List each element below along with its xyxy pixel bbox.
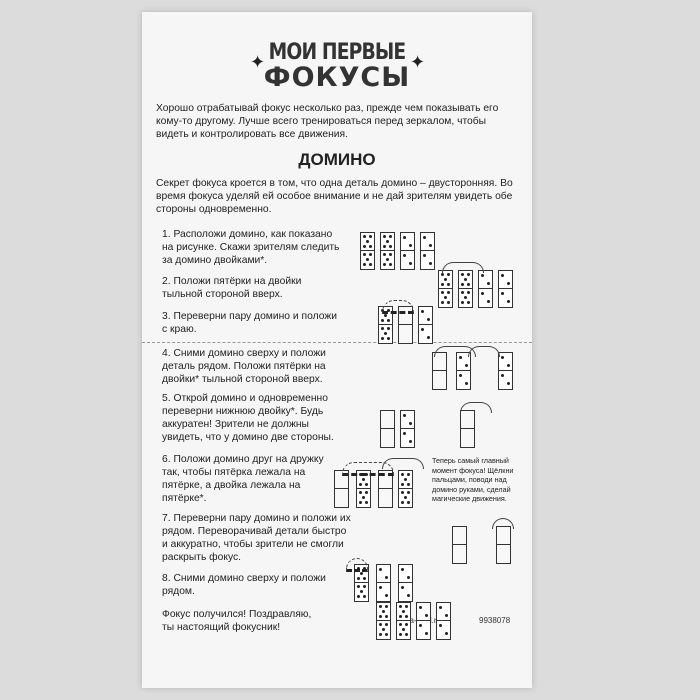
domino-pip bbox=[399, 623, 402, 626]
instruction-sheet bbox=[142, 12, 532, 688]
page-title: ДОМИНО bbox=[298, 150, 376, 169]
arrow-icon bbox=[460, 402, 492, 413]
domino-pip bbox=[419, 606, 422, 609]
domino-pip bbox=[427, 318, 430, 321]
domino-pip bbox=[383, 253, 386, 256]
domino-pip bbox=[379, 586, 382, 589]
domino-pip bbox=[507, 282, 510, 285]
domino-pip bbox=[379, 615, 382, 618]
domino-pip bbox=[357, 577, 360, 580]
domino-pip bbox=[401, 473, 404, 476]
domino-pip bbox=[399, 633, 402, 636]
domino-pip bbox=[507, 382, 510, 385]
domino-pip bbox=[366, 258, 369, 261]
domino-pip bbox=[487, 282, 490, 285]
domino-pip bbox=[421, 328, 424, 331]
domino-pip bbox=[385, 605, 388, 608]
domino-tile bbox=[432, 352, 447, 390]
domino-tile bbox=[460, 410, 475, 448]
domino-tile bbox=[498, 352, 513, 390]
domino-pip bbox=[385, 576, 388, 579]
domino-pip bbox=[467, 283, 470, 286]
domino-pip bbox=[423, 236, 426, 239]
step-6: 6. Положи домино друг на дружку так, чтобы пятёрка лежала на пятёрке, а двойка лежала на пятёрке*. bbox=[162, 454, 324, 504]
secret-text: Секрет фокуса кроется в том, что одна деталь домино – двусторонняя. Во время фокуса уделяй ей особое внимание и не дай зрителям увидеть обе стороны одновременно. bbox=[156, 178, 513, 215]
arrow-icon bbox=[382, 300, 414, 314]
intro-text: Хорошо отрабатывай фокус несколько раз, прежде чем показывать его кому-то другому. Лучше всего тренироваться перед зеркалом, чтобы видеть и контролировать все движения. bbox=[156, 103, 499, 140]
domino-tile bbox=[498, 270, 513, 308]
domino-pip bbox=[439, 606, 442, 609]
domino-pip bbox=[403, 432, 406, 435]
domino-pip bbox=[369, 245, 372, 248]
domino-pip bbox=[467, 273, 470, 276]
domino-pip bbox=[461, 301, 464, 304]
domino-pip bbox=[445, 632, 448, 635]
step-1: 1. Расположи домино, как показано на рисунке. Скажи зрителям следить за домино двойками*. bbox=[162, 229, 340, 266]
domino-pip bbox=[409, 422, 412, 425]
domino-pip bbox=[359, 501, 362, 504]
domino-pip bbox=[363, 235, 366, 238]
domino-pip bbox=[385, 594, 388, 597]
domino-pip bbox=[407, 483, 410, 486]
domino-pip bbox=[459, 374, 462, 377]
domino-pip bbox=[369, 235, 372, 238]
step-2: 2. Положи пятёрки на двойки тыльной стороной вверх. bbox=[162, 276, 302, 300]
domino-pip bbox=[384, 332, 387, 335]
step-7: 7. Переверни пару домино и положи их рядом. Переворачивай детали быстро и аккуратно, чтобы зрители не смогли раскрыть фокус. bbox=[162, 513, 351, 563]
domino-pip bbox=[381, 337, 384, 340]
logo bbox=[142, 42, 532, 91]
domino-pip bbox=[369, 263, 372, 266]
domino-pip bbox=[404, 496, 407, 499]
fold-line bbox=[142, 342, 532, 343]
domino-tile bbox=[478, 270, 493, 308]
arrow-icon bbox=[442, 262, 484, 273]
domino-pip bbox=[441, 301, 444, 304]
domino-tile bbox=[376, 564, 391, 602]
arrow-icon bbox=[492, 518, 514, 529]
domino-pip bbox=[385, 633, 388, 636]
domino-pip bbox=[507, 300, 510, 303]
step-4: 4. Сними домино сверху и положи деталь рядом. Положи пятёрки на двойки* тыльной стороной вверх. bbox=[162, 348, 326, 385]
domino-pip bbox=[464, 278, 467, 281]
domino-pip bbox=[461, 283, 464, 286]
domino-pip bbox=[441, 291, 444, 294]
domino-tile bbox=[418, 306, 433, 344]
domino-pip bbox=[421, 310, 424, 313]
domino-pip bbox=[407, 491, 410, 494]
step-5: 5. Открой домино и одновременно переверни нижнюю двойку*. Будь аккуратен! Зрители не должны увидеть, что у домино две стороны. bbox=[162, 393, 334, 443]
domino-pip bbox=[379, 568, 382, 571]
domino-pip bbox=[401, 483, 404, 486]
domino-pip bbox=[425, 632, 428, 635]
domino-pip bbox=[501, 292, 504, 295]
domino-pip bbox=[461, 291, 464, 294]
domino-pip bbox=[407, 501, 410, 504]
domino-pip bbox=[409, 262, 412, 265]
domino-pip bbox=[403, 236, 406, 239]
domino-tile bbox=[380, 232, 395, 270]
domino-pip bbox=[447, 291, 450, 294]
domino-pip bbox=[382, 610, 385, 613]
domino-pip bbox=[399, 615, 402, 618]
domino-pip bbox=[399, 605, 402, 608]
domino-pip bbox=[379, 633, 382, 636]
domino-pip bbox=[359, 483, 362, 486]
domino-pip bbox=[427, 336, 430, 339]
domino-pip bbox=[423, 254, 426, 257]
domino-pip bbox=[441, 273, 444, 276]
domino-pip bbox=[357, 595, 360, 598]
domino-pip bbox=[365, 491, 368, 494]
domino-pip bbox=[387, 337, 390, 340]
domino-pip bbox=[464, 296, 467, 299]
domino-tile bbox=[458, 270, 473, 308]
domino-pip bbox=[379, 623, 382, 626]
domino-pip bbox=[385, 623, 388, 626]
domino-pip bbox=[405, 615, 408, 618]
finale-text: Фокус получился! Поздравляю, ты настоящий фокусник! bbox=[162, 609, 312, 633]
domino-pip bbox=[362, 496, 365, 499]
domino-pip bbox=[429, 262, 432, 265]
domino-pip bbox=[467, 291, 470, 294]
domino-pip bbox=[401, 568, 404, 571]
domino-pip bbox=[386, 258, 389, 261]
domino-pip bbox=[363, 585, 366, 588]
domino-pip bbox=[401, 491, 404, 494]
domino-pip bbox=[363, 595, 366, 598]
domino-pip bbox=[447, 273, 450, 276]
domino-pip bbox=[402, 610, 405, 613]
domino-pip bbox=[444, 278, 447, 281]
domino-pip bbox=[389, 263, 392, 266]
domino-pip bbox=[379, 605, 382, 608]
domino-pip bbox=[405, 605, 408, 608]
article-code: 9938078 bbox=[479, 616, 511, 625]
domino-pip bbox=[465, 382, 468, 385]
domino-pip bbox=[467, 301, 470, 304]
domino-tile bbox=[398, 564, 413, 602]
domino-pip bbox=[447, 283, 450, 286]
domino-pip bbox=[501, 274, 504, 277]
arrow-icon bbox=[382, 458, 424, 469]
logo-line-2: ФОКУСЫ bbox=[263, 62, 411, 93]
domino-pip bbox=[402, 628, 405, 631]
domino-pip bbox=[387, 319, 390, 322]
domino-pip bbox=[419, 624, 422, 627]
domino-pip bbox=[360, 572, 363, 575]
domino-tile bbox=[398, 470, 413, 508]
sparkle-icon-right: ✦ bbox=[410, 52, 426, 72]
domino-tile bbox=[400, 232, 415, 270]
domino-pip bbox=[405, 633, 408, 636]
domino-pip bbox=[403, 414, 406, 417]
sparkle-icon-left: ✦ bbox=[250, 52, 266, 72]
domino-pip bbox=[362, 478, 365, 481]
domino-pip bbox=[360, 590, 363, 593]
domino-tile bbox=[360, 232, 375, 270]
domino-pip bbox=[357, 585, 360, 588]
domino-pip bbox=[501, 374, 504, 377]
domino-pip bbox=[507, 364, 510, 367]
domino-pip bbox=[389, 245, 392, 248]
domino-pip bbox=[501, 356, 504, 359]
domino-tile bbox=[396, 602, 411, 640]
domino-pip bbox=[387, 327, 390, 330]
domino-pip bbox=[465, 364, 468, 367]
domino-pip bbox=[407, 576, 410, 579]
domino-pip bbox=[382, 628, 385, 631]
domino-pip bbox=[363, 263, 366, 266]
domino-pip bbox=[425, 614, 428, 617]
domino-tile bbox=[438, 270, 453, 308]
magic-note: Теперь самый главный момент фокуса! Щёлкни пальцами, поводи над домино руками, сделай магические движения. bbox=[432, 456, 514, 503]
step-3: 3. Переверни пару домино и положи с краю. bbox=[162, 311, 337, 335]
domino-tile bbox=[452, 526, 467, 564]
domino-tile bbox=[456, 352, 471, 390]
domino-pip bbox=[404, 478, 407, 481]
domino-pip bbox=[386, 240, 389, 243]
domino-pip bbox=[409, 244, 412, 247]
domino-pip bbox=[447, 301, 450, 304]
domino-tile bbox=[496, 526, 511, 564]
domino-pip bbox=[487, 300, 490, 303]
domino-tile bbox=[376, 602, 391, 640]
domino-pip bbox=[444, 296, 447, 299]
domino-pip bbox=[481, 292, 484, 295]
domino-pip bbox=[441, 283, 444, 286]
domino-pip bbox=[407, 594, 410, 597]
domino-pip bbox=[384, 314, 387, 317]
domino-pip bbox=[369, 253, 372, 256]
domino-pip bbox=[381, 327, 384, 330]
domino-pip bbox=[363, 253, 366, 256]
domino-pip bbox=[359, 491, 362, 494]
domino-pip bbox=[405, 623, 408, 626]
domino-tile bbox=[400, 410, 415, 448]
domino-pip bbox=[429, 244, 432, 247]
logo-line-1: МОИ ПЕРВЫЕ bbox=[268, 40, 406, 65]
domino-tile bbox=[420, 232, 435, 270]
domino-pip bbox=[381, 319, 384, 322]
domino-pip bbox=[401, 586, 404, 589]
domino-pip bbox=[383, 235, 386, 238]
domino-pip bbox=[385, 615, 388, 618]
arrow-icon bbox=[468, 346, 500, 357]
domino-pip bbox=[383, 245, 386, 248]
arrow-icon bbox=[346, 558, 368, 572]
domino-tile bbox=[436, 602, 451, 640]
domino-pip bbox=[389, 235, 392, 238]
domino-tile bbox=[380, 410, 395, 448]
domino-pip bbox=[363, 245, 366, 248]
domino-pip bbox=[409, 440, 412, 443]
domino-pip bbox=[481, 274, 484, 277]
domino-pip bbox=[403, 254, 406, 257]
domino-pip bbox=[461, 273, 464, 276]
domino-tile bbox=[416, 602, 431, 640]
step-8: 8. Сними домино сверху и положи рядом. bbox=[162, 573, 326, 597]
domino-pip bbox=[365, 483, 368, 486]
domino-pip bbox=[383, 263, 386, 266]
domino-pip bbox=[401, 501, 404, 504]
domino-pip bbox=[363, 577, 366, 580]
domino-pip bbox=[445, 614, 448, 617]
domino-pip bbox=[366, 240, 369, 243]
domino-pip bbox=[389, 253, 392, 256]
domino-pip bbox=[407, 473, 410, 476]
domino-pip bbox=[365, 501, 368, 504]
domino-pip bbox=[439, 624, 442, 627]
